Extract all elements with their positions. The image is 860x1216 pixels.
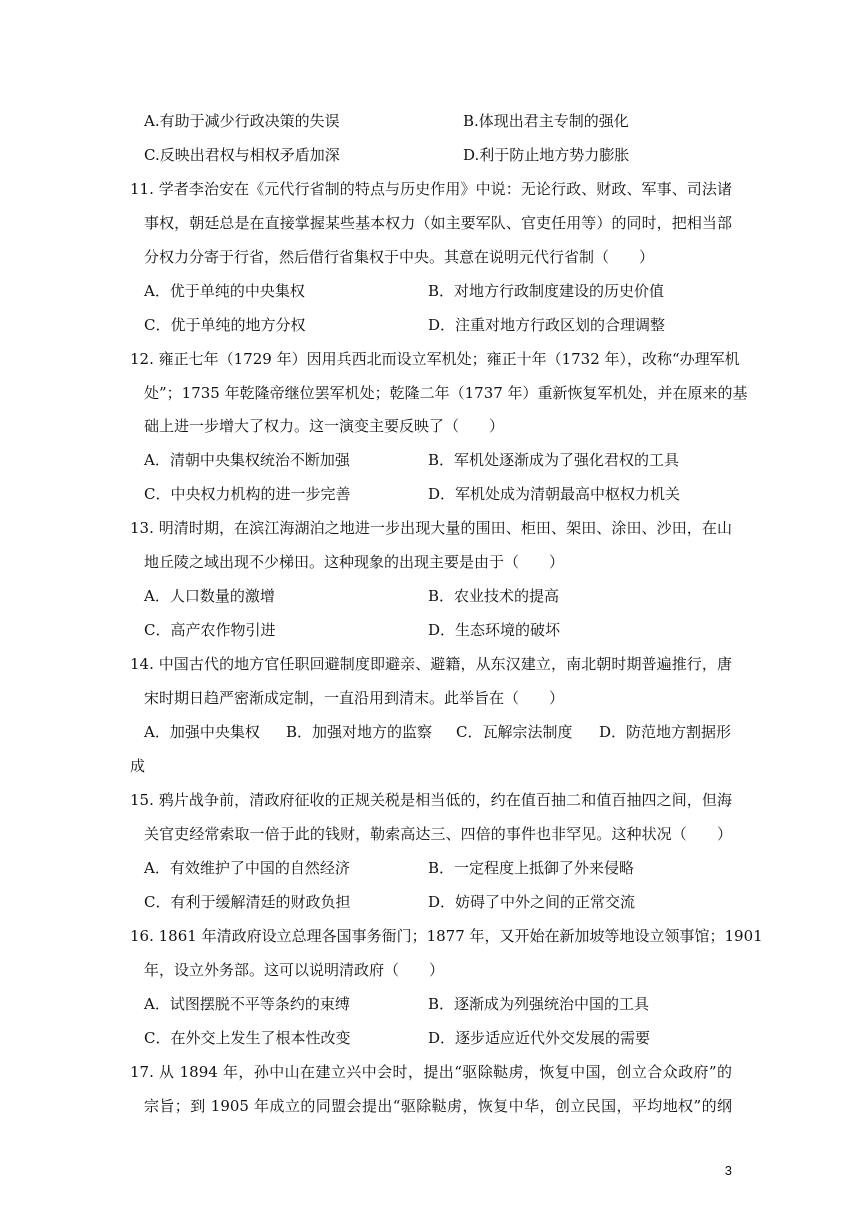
q16-option-d: D．逐步适应近代外交发展的需要 xyxy=(428,1029,651,1047)
q12-stem-line-2: 处”；1735 年乾隆帝继位罢军机处；乾隆二年（1737 年）重新恢复军机处，并在原来的基 xyxy=(144,384,748,402)
q11-stem-line-2: 事权，朝廷总是在直接掌握某些基本权力（如主要军队、官吏任用等）的同时，把相当部 xyxy=(144,214,732,232)
q16-stem-line-1: 16. 1861 年清政府设立总理各国事务衙门；1877 年，又开始在新加坡等地设立领事馆；1901 xyxy=(130,927,763,945)
q14-stem-line-2: 宋时期日趋严密渐成定制，一直沿用到清末。此举旨在（ ） xyxy=(144,689,565,707)
q16-option-c: C．在外交上发生了根本性改变 xyxy=(144,1029,351,1047)
prev-option-c: C.反映出君权与相权矛盾加深 xyxy=(144,146,340,164)
q16-option-a: A．试图摆脱不平等条约的束缚 xyxy=(144,995,350,1013)
q15-option-a: A．有效维护了中国的自然经济 xyxy=(144,859,350,877)
q14-stem-line-1: 14. 中国古代的地方官任职回避制度即避亲、避籍，从东汉建立，南北朝时期普遍推行，唐 xyxy=(130,655,732,673)
q12-stem-line-3: 础上进一步增大了权力。这一演变主要反映了（ ） xyxy=(144,417,505,435)
q14-option-c: C．瓦解宗法制度 xyxy=(456,723,573,741)
q15-stem-line-1: 15. 鸦片战争前，清政府征收的正规关税是相当低的，约在值百抽二和值百抽四之间，但海 xyxy=(130,791,732,809)
q17-stem-line-1: 17. 从 1894 年，孙中山在建立兴中会时，提出“驱除鞑虏，恢复中国，创立合众政府”的 xyxy=(130,1063,732,1081)
q17-stem-line-2: 宗旨；到 1905 年成立的同盟会提出“驱除鞑虏，恢复中华，创立民国，平均地权”的纲 xyxy=(144,1097,732,1115)
q13-option-d: D．生态环境的破坏 xyxy=(428,621,561,639)
q11-option-c: C．优于单纯的地方分权 xyxy=(144,316,306,334)
q15-option-b: B．一定程度上抵御了外来侵略 xyxy=(428,859,635,877)
q11-option-a: A．优于单纯的中央集权 xyxy=(144,282,305,300)
q13-option-b: B．农业技术的提高 xyxy=(428,587,560,605)
q12-option-b: B．军机处逐渐成为了强化君权的工具 xyxy=(428,451,680,469)
page-number: 3 xyxy=(724,1163,732,1178)
q14-option-b: B．加强对地方的监察 xyxy=(286,723,433,741)
prev-option-d: D.利于防止地方势力膨胀 xyxy=(463,146,630,164)
q15-option-d: D．妨碍了中外之间的正常交流 xyxy=(428,893,636,911)
q13-stem-line-1: 13. 明清时期，在滨江海湖泊之地进一步出现大量的围田、柜田、架田、涂田、沙田，在山 xyxy=(130,519,732,537)
q12-stem-line-1: 12. 雍正七年（1729 年）因用兵西北而设立军机处；雍正十年（1732 年），改称“办理军机 xyxy=(130,350,740,368)
q16-stem-line-2: 年，设立外务部。这可以说明清政府（ ） xyxy=(144,961,445,979)
q12-option-a: A．清朝中央集权统治不断加强 xyxy=(144,451,350,469)
q12-option-c: C．中央权力机构的进一步完善 xyxy=(144,485,351,503)
q11-option-b: B．对地方行政制度建设的历史价值 xyxy=(428,282,665,300)
prev-option-b: B.体现出君主专制的强化 xyxy=(463,112,629,130)
q14-option-a: A．加强中央集权 xyxy=(144,723,260,741)
q14-option-d: D．防范地方割据形 xyxy=(599,723,732,741)
q12-option-d: D．军机处成为清朝最高中枢权力机关 xyxy=(428,485,681,503)
q11-stem-line-3: 分权力分寄于行省，然后借行省集权于中央。其意在说明元代行省制（ ） xyxy=(144,248,655,266)
q11-option-d: D．注重对地方行政区划的合理调整 xyxy=(428,316,666,334)
q14-option-d-wrap: 成 xyxy=(130,757,146,775)
q13-option-c: C．高产农作物引进 xyxy=(144,621,276,639)
q16-option-b: B．逐渐成为列强统治中国的工具 xyxy=(428,995,650,1013)
q13-stem-line-2: 地丘陵之域出现不少梯田。这种现象的出现主要是由于（ ） xyxy=(144,553,565,571)
q15-option-c: C．有利于缓解清廷的财政负担 xyxy=(144,893,351,911)
q15-stem-line-2: 关官吏经常索取一倍于此的钱财，勒索高达三、四倍的事件也非罕见。这种状况（ ） xyxy=(144,825,732,843)
q11-stem-line-1: 11. 学者李治安在《元代行省制的特点与历史作用》中说：无论行政、财政、军事、司法诸 xyxy=(130,180,732,198)
prev-option-a: A.有助于减少行政决策的失误 xyxy=(144,112,340,130)
q13-option-a: A．人口数量的激增 xyxy=(144,587,275,605)
